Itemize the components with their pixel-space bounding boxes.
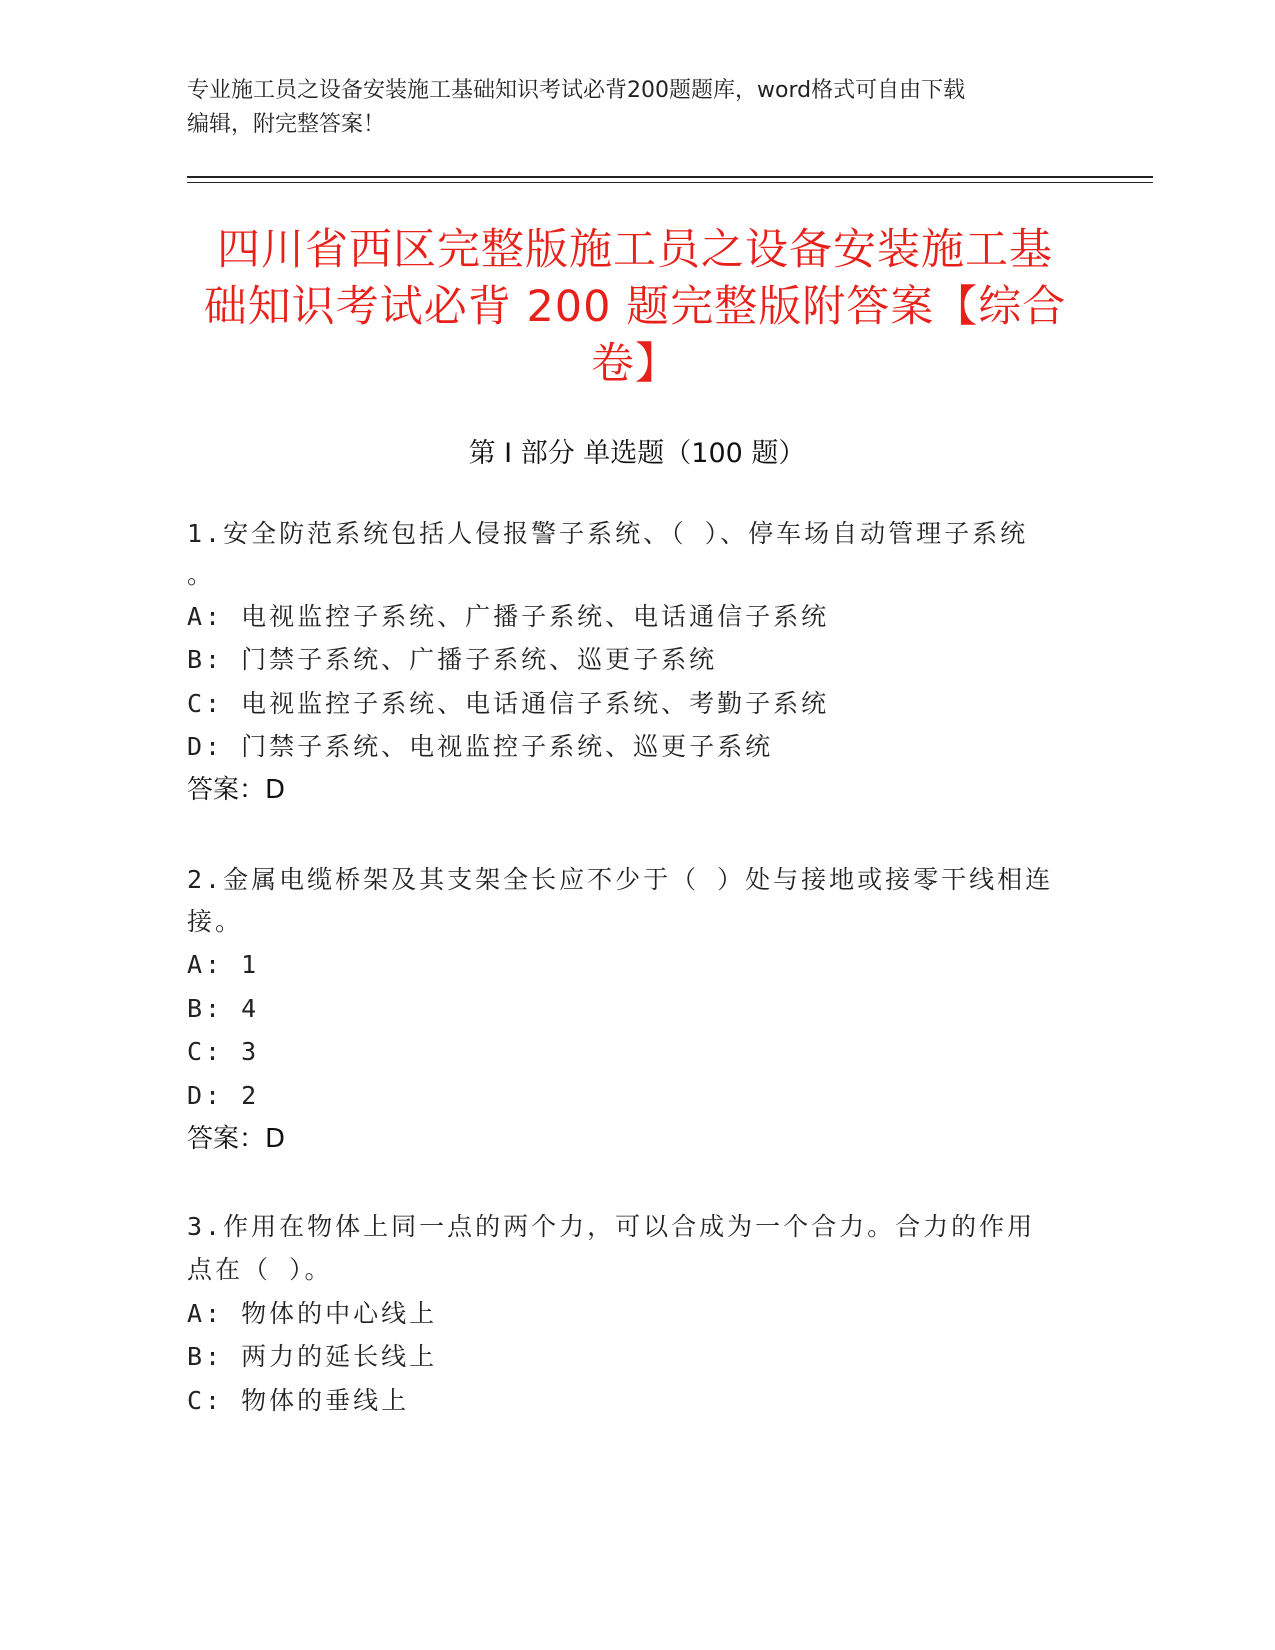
document-title	[190, 222, 1080, 393]
question-2-option-b: B: 4	[187, 994, 260, 1023]
header-rule-thick	[187, 176, 1153, 178]
question-1-option-c: C: 电视监控子系统、电话通信子系统、考勤子系统	[187, 689, 830, 718]
question-2-option-d: D: 2	[187, 1081, 260, 1110]
header-note-line-1: 专业施工员之设备安装施工基础知识考试必背200题题库，word格式可自由下载	[187, 78, 966, 103]
question-2-option-a: A: 1	[187, 950, 260, 979]
question-3-option-b: B: 两力的延长线上	[187, 1342, 438, 1371]
question-3-stem-cont: 点在（ ）。	[187, 1255, 333, 1284]
section-title: 第 I 部分 单选题（100 题）	[468, 438, 806, 469]
header-note-line-2: 编辑，附完整答案！	[187, 112, 386, 137]
header-rule-thin	[187, 182, 1153, 183]
question-3-option-a: A: 物体的中心线上	[187, 1299, 438, 1328]
question-2-answer: 答案：D	[187, 1124, 286, 1154]
title-line-1: 四川省西区完整版施工员之设备安装施工基	[217, 225, 1053, 275]
question-2-option-c: C: 3	[187, 1037, 260, 1066]
header-note	[187, 74, 1077, 142]
title-line-2: 础知识考试必背 200 题完整版附答案【综合	[203, 282, 1067, 332]
question-3-stem: 3.作用在物体上同一点的两个力，可以合成为一个合力。合力的作用	[187, 1212, 1036, 1241]
question-2-stem: 2.金属电缆桥架及其支架全长应不少于（ ）处与接地或接零干线相连	[187, 865, 1054, 894]
question-1-stem-cont: 。	[187, 560, 216, 589]
question-1-option-d: D: 门禁子系统、电视监控子系统、巡更子系统	[187, 732, 774, 761]
question-1-option-b: B: 门禁子系统、广播子系统、巡更子系统	[187, 645, 718, 674]
question-2-stem-cont: 接。	[187, 907, 244, 936]
title-line-3: 卷】	[591, 339, 679, 389]
question-3-option-c: C: 物体的垂线上	[187, 1386, 410, 1415]
question-1-stem: 1.安全防范系统包括人侵报警子系统、（ ）、停车场自动管理子系统	[187, 519, 1029, 548]
question-1-option-a: A: 电视监控子系统、广播子系统、电话通信子系统	[187, 602, 830, 631]
question-1-answer: 答案：D	[187, 775, 286, 805]
